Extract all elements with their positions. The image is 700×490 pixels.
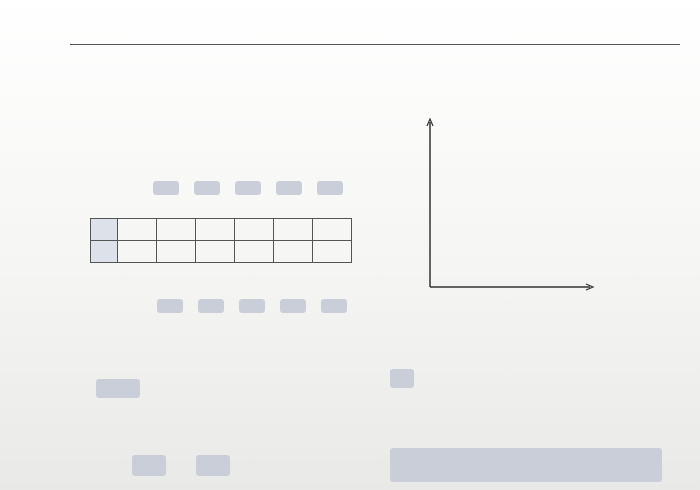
t-header xyxy=(91,219,118,241)
v-input-cell[interactable] xyxy=(274,241,313,263)
q6-answer-field[interactable] xyxy=(390,448,662,482)
v-cell xyxy=(118,241,157,263)
top-rate-input-3[interactable] xyxy=(235,181,261,195)
top-rate-input-4[interactable] xyxy=(276,181,302,195)
t-cell xyxy=(118,219,157,241)
bottom-rate-input-3[interactable] xyxy=(239,299,265,313)
bottom-rate-input-4[interactable] xyxy=(280,299,306,313)
v-input-cell[interactable] xyxy=(196,241,235,263)
intercept-input[interactable] xyxy=(196,455,230,476)
top-rate-input-1[interactable] xyxy=(153,181,179,195)
t-row xyxy=(91,219,352,241)
t-v-table xyxy=(90,218,352,263)
gallons-input[interactable] xyxy=(96,379,140,398)
v-header xyxy=(91,241,118,263)
t-cell xyxy=(196,219,235,241)
v-input-cell[interactable] xyxy=(157,241,196,263)
slope-input[interactable] xyxy=(132,455,166,476)
t-cell xyxy=(274,219,313,241)
v-input-cell[interactable] xyxy=(313,241,352,263)
top-rate-input-5[interactable] xyxy=(317,181,343,195)
bottom-rate-input-5[interactable] xyxy=(321,299,347,313)
v-input-cell[interactable] xyxy=(235,241,274,263)
bottom-rate-input-2[interactable] xyxy=(198,299,224,313)
v-row xyxy=(91,241,352,263)
t-cell xyxy=(157,219,196,241)
minutes-input[interactable] xyxy=(390,369,414,388)
bottom-rate-input-1[interactable] xyxy=(157,299,183,313)
t-cell xyxy=(313,219,352,241)
top-rate-input-2[interactable] xyxy=(194,181,220,195)
t-cell xyxy=(235,219,274,241)
header-divider xyxy=(70,44,680,45)
